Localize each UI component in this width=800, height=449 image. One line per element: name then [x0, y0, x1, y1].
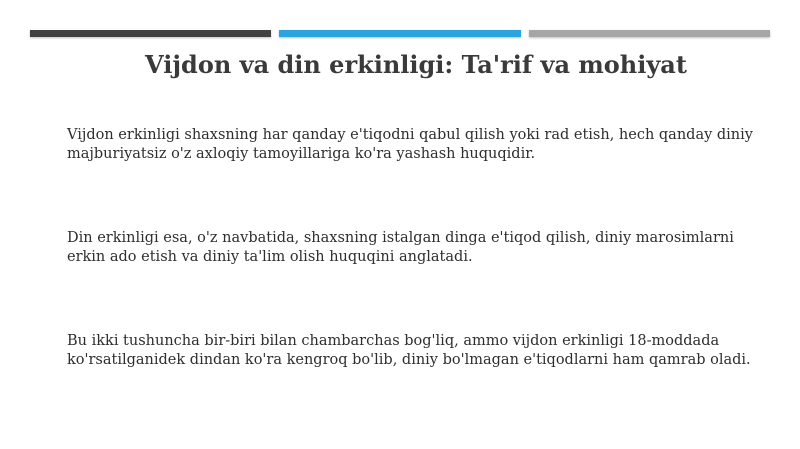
- paragraph-conscience-freedom: Vijdon erkinligi shaxsning har qanday e'tiqodni qabul qilish yoki rad etish, hech qanday diniy majburiyatsiz o'z axloqiy tamoyillariga ko'ra yashash huquqidir.: [67, 127, 753, 162]
- paragraph-relationship: Bu ikki tushuncha bir-biri bilan chambarchas bog'liq, ammo vijdon erkinligi 18-moddada ko'rsatilganidek dindan ko'ra kengroq bo'lib, diniy bo'lmagan e'tiqodlarni ham qamrab oladi.: [67, 333, 751, 368]
- paragraph-religion-freedom: Din erkinligi esa, o'z navbatida, shaxsning istalgan dinga e'tiqod qilish, diniy marosimlarni erkin ado etish va diniy ta'lim olish huquqini anglatadi.: [67, 230, 734, 265]
- header-accent-bar-dark: [30, 30, 271, 37]
- header-accent-bar-gray: [529, 30, 770, 37]
- header-accent-bar-blue: [279, 30, 521, 37]
- slide-title: Vijdon va din erkinligi: Ta'rif va mohiyat: [145, 50, 687, 79]
